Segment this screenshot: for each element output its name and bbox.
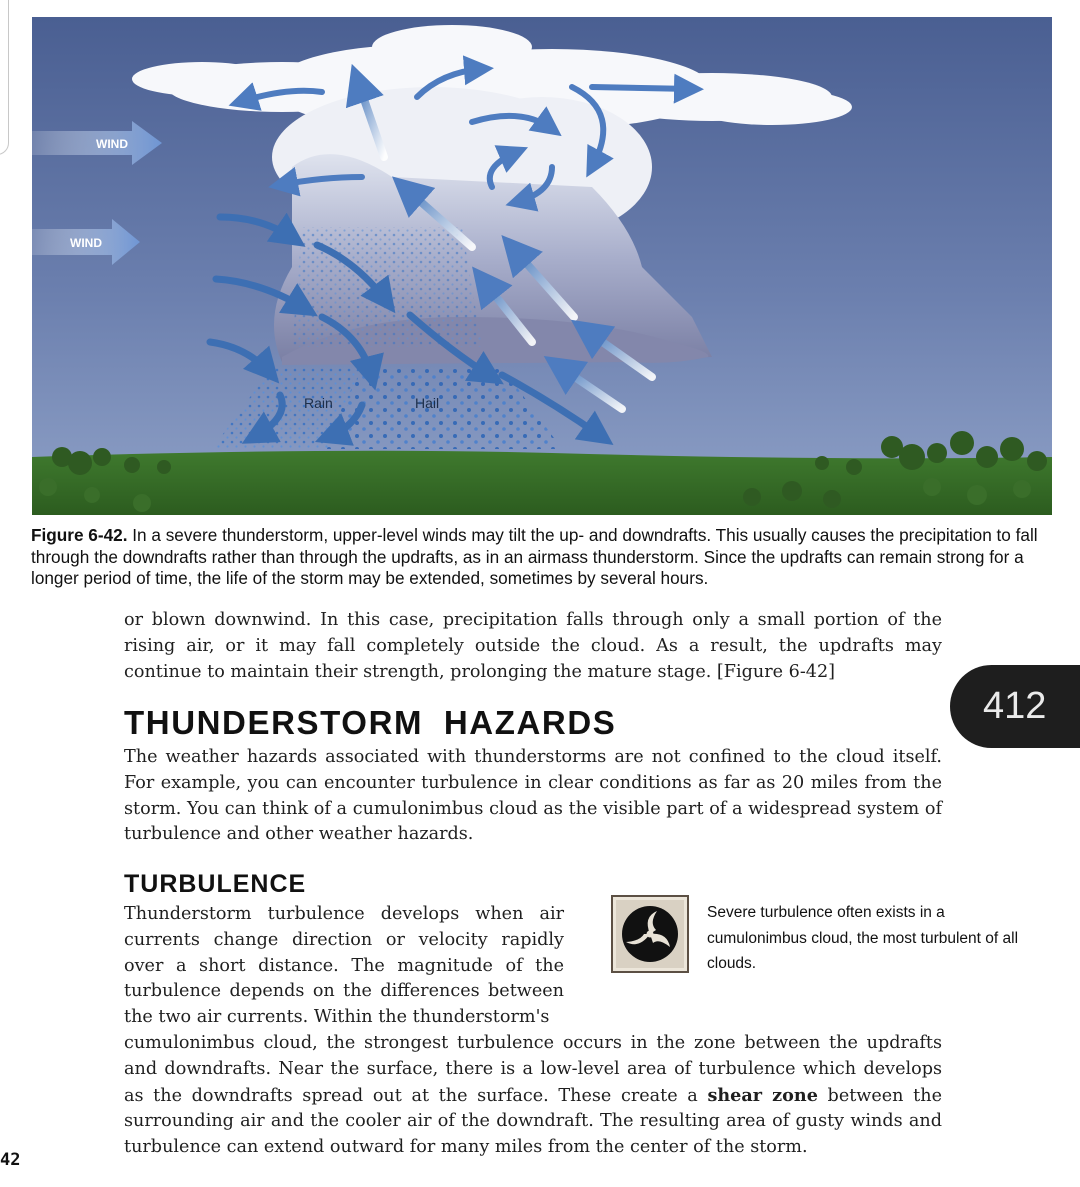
page-number-badge	[950, 665, 1080, 748]
subsection-heading: TURBULENCE	[124, 870, 307, 898]
rain-label: Rain	[304, 395, 333, 411]
turbulence-text-after: between the surrounding air and the cooler air of the downdraft. The resulting area of gusty winds and turbulence can extend outward for many miles from the center of the storm.	[124, 1085, 942, 1158]
shear-zone-term: shear zone	[707, 1084, 818, 1106]
thunderstorm-figure	[32, 17, 1052, 515]
turbulence-icon	[611, 895, 689, 973]
hail-label: Hail	[415, 395, 440, 411]
caption-figure-number: Figure 6-42.	[31, 525, 128, 545]
section-heading: THUNDERSTORM HAZARDS	[124, 704, 617, 741]
turbulence-text-before: cumulonimbus cloud, the strongest turbulence occurs in the zone between the updrafts and downdrafts. Near the surface, there is a low-level area of turbulence which develops as the downdrafts spread out at the surface. These create a	[124, 1033, 942, 1106]
page-corner-tab	[0, 0, 9, 155]
page-folio: 42	[0, 1150, 21, 1170]
margin-note-text: Severe turbulence often exists in a cumulonimbus cloud, the most turbulent of all clouds.	[707, 904, 1019, 973]
section-paragraph: The weather hazards associated with thunderstorms are not confined to the cloud itself. For example, you can encounter turbulence in clear conditions as far as 20 miles from the storm. You can think of a cumulonimbus cloud as the visible part of a widespread system of turbulence and other weather hazards.	[124, 747, 942, 845]
caption-text: In a severe thunderstorm, upper-level winds may tilt the up- and downdrafts. This usually causes the precipitation to fall through the downdrafts rather than through the updrafts, as in an airmass thunderstorm. Since the updrafts can remain strong for a longer period of time, the life of the storm may be extended, sometimes by several hours.	[31, 525, 1038, 588]
intro-paragraph: or blown downwind. In this case, precipitation falls through only a small portion of the rising air, or it may fall completely outside the cloud. As a result, the updrafts may continue to maintain their strength, prolonging the mature stage. [Figure 6-42]	[124, 610, 942, 682]
wind-label-upper: WIND	[96, 137, 128, 151]
turbulence-paragraph-part1: Thunderstorm turbulence develops when air currents change direction or velocity rapidly over a short distance. The magnitude of the turbulence depends on the differences between the two air currents. Within the thunderstorm's	[124, 904, 564, 1028]
wind-label-lower: WIND	[70, 236, 102, 250]
page-number-value: 412	[983, 685, 1047, 727]
figure-caption	[31, 525, 1061, 590]
turbulence-paragraph-part2	[124, 1031, 942, 1161]
